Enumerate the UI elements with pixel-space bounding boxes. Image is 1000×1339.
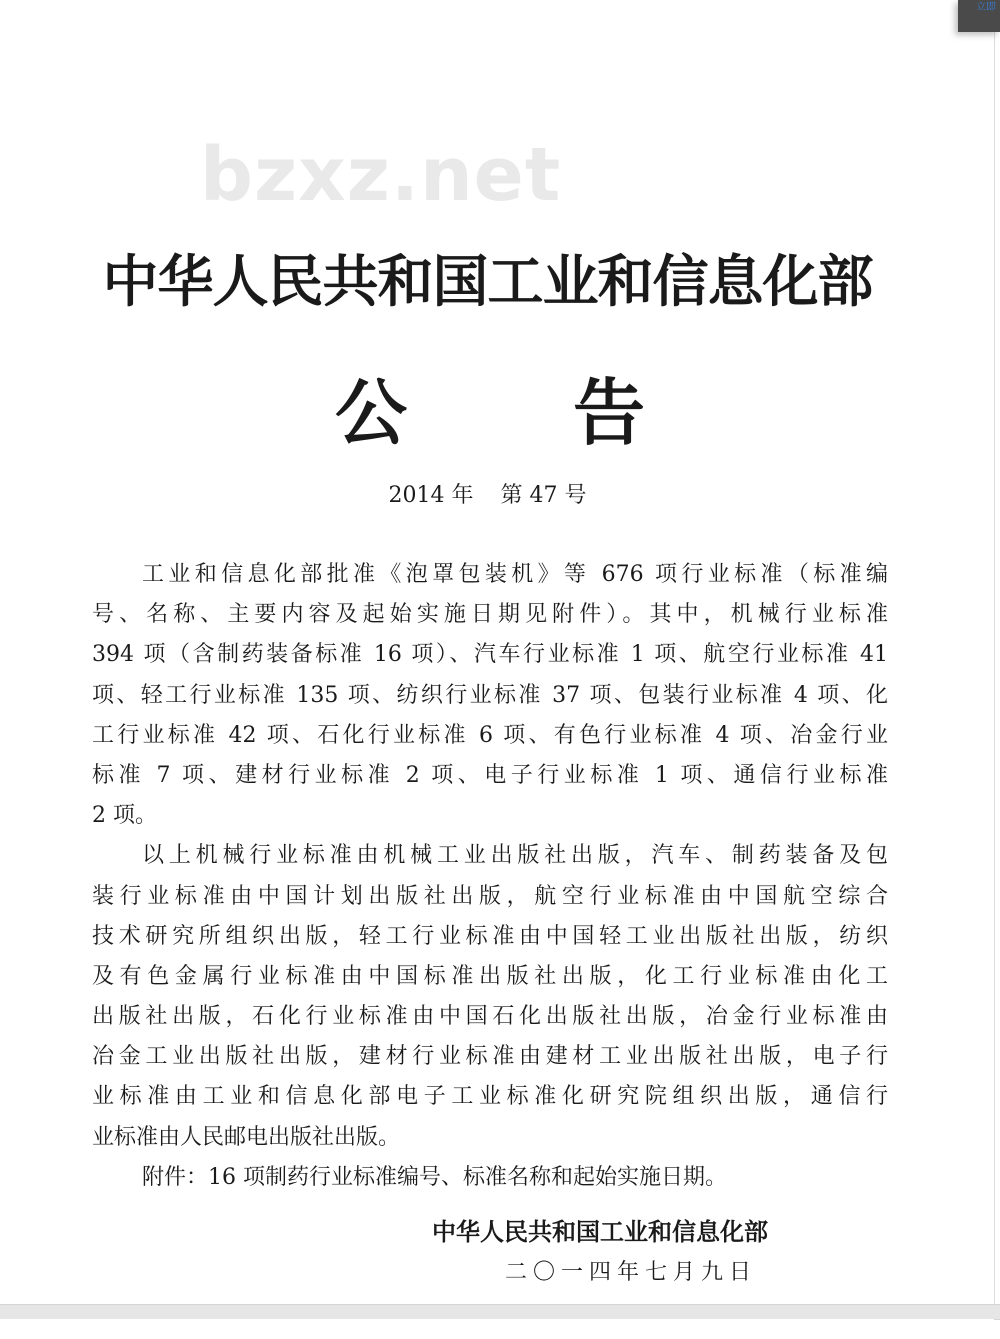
text-line: 业标准由工业和信息化部电子工业标准化研究院组织出版，通信行	[92, 1084, 888, 1110]
text-line: 业标准由人民邮电出版社出版。	[92, 1124, 401, 1150]
text-line: 工业和信息化部批准《泡罩包装机》等 676 项行业标准（标准编	[142, 562, 888, 587]
text-line: 装行业标准由中国计划出版社出版，航空行业标准由中国航空综合	[92, 883, 888, 909]
text-line: 标准 7 项、建材行业标准 2 项、电子行业标准 1 项、通信行业标准	[92, 762, 888, 788]
text-line: 工行业标准 42 项、石化行业标准 6 项、有色行业标准 4 项、冶金行业	[92, 722, 888, 748]
ministry-title: 中华人民共和国工业和信息化部	[102, 250, 873, 315]
attachment-line: 附件：16 项制药行业标准编号、标准名称和起始实施日期。	[142, 1164, 727, 1190]
text-line: 冶金工业出版社出版，建材行业标准由建材工业出版社出版，电子行	[92, 1044, 888, 1070]
text-line: 394 项（含制药装备标准 16 项）、汽车行业标准 1 项、航空行业标准 41	[92, 642, 888, 668]
notice-char: 告	[572, 371, 645, 455]
text-line: 及有色金属行业标准由中国标准出版社出版，化工行业标准由化工	[92, 963, 888, 989]
text-line: 号、名称、主要内容及起始实施日期见附件）。其中，机械行业标准	[92, 602, 888, 628]
text-line: 项、轻工行业标准 135 项、纺织行业标准 37 项、包装行业标准 4 项、化	[92, 682, 888, 708]
text-line: 2 项。	[92, 803, 157, 829]
download-button[interactable]	[958, 0, 1000, 32]
notice-title	[335, 355, 645, 459]
next-page	[0, 1319, 994, 1339]
text-line: 技术研究所组织出版，轻工行业标准由中国轻工业出版社出版，纺织	[92, 923, 888, 949]
text-line: 出版社出版，石化行业标准由中国石化出版社出版，冶金行业标准由	[92, 1004, 888, 1030]
notice-char: 公	[335, 371, 408, 455]
page-separator	[0, 1304, 1000, 1320]
notice-body	[92, 555, 888, 1198]
notice-year: 2014 年	[388, 483, 474, 508]
notice-number	[0, 478, 975, 509]
download-button-label: 立即	[976, 2, 996, 13]
watermark: bzxz.net	[200, 132, 562, 218]
signature-org: 中华人民共和国工业和信息化部	[432, 1218, 768, 1246]
signature-date: 二〇一四年七月九日	[505, 1260, 758, 1285]
text-line: 以上机械行业标准由机械工业出版社出版，汽车、制药装备及包	[142, 843, 888, 869]
notice-no: 第 47 号	[500, 483, 587, 508]
